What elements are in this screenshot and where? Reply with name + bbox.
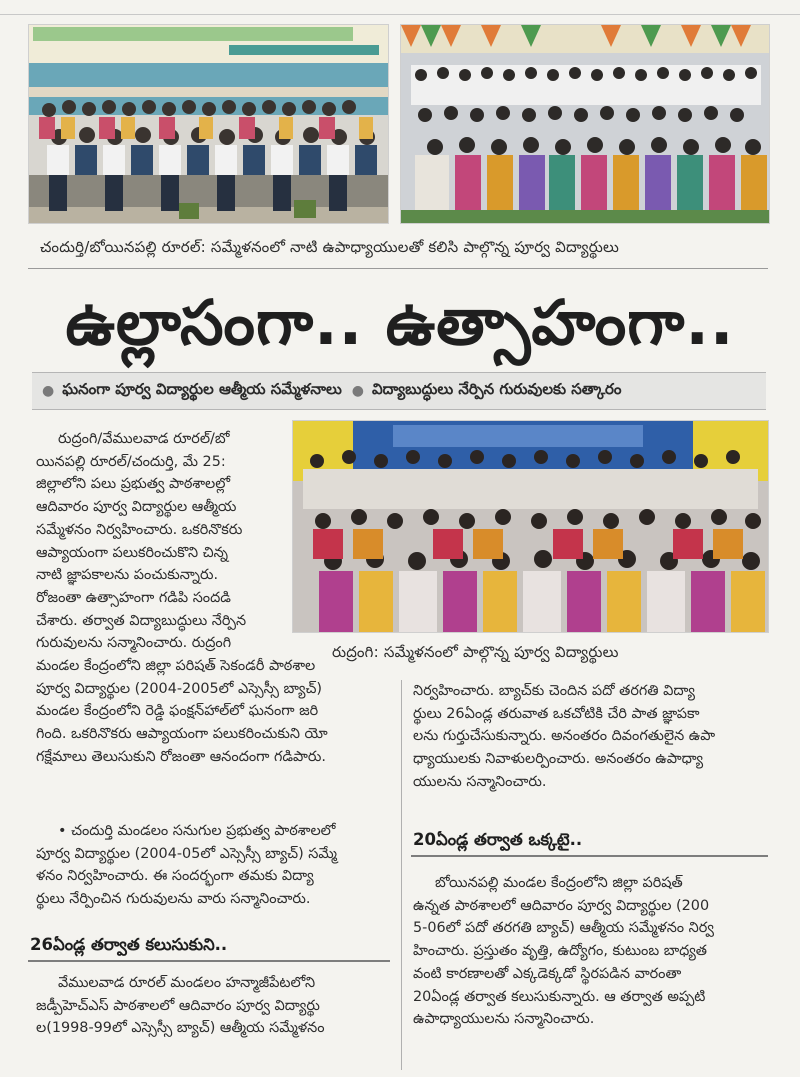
subhead-26-years: 26ఏండ్ల తర్వాత కలుసుకుని.. xyxy=(30,935,228,954)
bullet-icon: ● xyxy=(351,383,364,399)
caption-middle: రుద్రంగి: సమ్మేళనంలో పాల్గొన్న పూర్వ విద్యార్థులు xyxy=(332,643,619,661)
text-line: ఆప్యాయంగా పలుకరించుకొని చిన్న xyxy=(36,544,229,561)
text-line: హించారు. ప్రస్తుతం వృత్తి, ఉద్యోగం, కుటుంబ బాధ్యత xyxy=(413,943,707,960)
text-line: గింది. ఒకరినొకరు ఆప్యాయంగా పలుకరించుకుని యో xyxy=(36,726,328,743)
column-separator xyxy=(401,680,402,1070)
text-line: చేశారు. తర్వాత విద్యాబుద్ధులు నేర్పిన xyxy=(36,612,247,629)
subhead-20-years-rule xyxy=(411,855,768,857)
article-right-2 xyxy=(413,872,769,1031)
text-line: ఆదివారం పూర్వ విద్యార్థుల ఆత్మీయ xyxy=(36,499,237,516)
text-line: గక్షేమాలు తెలుసుకుని రోజంతా ఆనందంగా గడిపారు. xyxy=(36,748,326,765)
photo-group-top-right xyxy=(400,24,770,224)
text-line: ధ్యాయులకు నివాళులర్పించారు. అనంతరం ఉపాధ్యా xyxy=(413,751,704,768)
subhead-26-years-rule xyxy=(28,960,390,962)
top-strip xyxy=(0,0,800,15)
text-line: మండల కేంద్రంలోని రెడ్డి ఫంక్షన్‌హాల్‌లో ఘనంగా జరి xyxy=(36,703,319,720)
bullet-icon: ● xyxy=(42,383,55,399)
text-line: 5-06లో పదో తరగతి బ్యాచ్) ఆత్మీయ సమ్మేళనం నిర్వ xyxy=(413,920,714,937)
subheadline-1: ఘనంగా పూర్వ విద్యార్థుల ఆత్మీయ సమ్మేళనాలు xyxy=(62,380,342,398)
text-line: గురువులను సన్మానించారు. రుద్రంగి xyxy=(36,635,232,652)
text-line: నిర్వహించారు. బ్యాచ్‌కు చెందిన పదో తరగతి విద్యా xyxy=(413,683,695,699)
text-line: వంటి కారణాలతో ఎక్కడెక్కడో స్థిరపడిన వారంతా xyxy=(413,965,682,982)
text-line: ఉపాధ్యాయులను సన్మానించారు. xyxy=(413,1011,595,1028)
text-line: పూర్వ విద్యార్థుల (2004-2005లో ఎస్సెస్సీ బ్యాచ్) xyxy=(36,680,323,697)
text-line: • చందుర్తి మండలం సనుగుల ప్రభుత్వ పాఠశాలలో xyxy=(58,823,336,839)
text-line: వేములవాడ రూరల్ మండలం హన్మాజీపేటలోని xyxy=(58,975,316,991)
text-line: పూర్వ విద్యార్థుల (2004-05లో ఎస్సెస్సీ బ్యాచ్) సమ్మే xyxy=(36,845,338,862)
article-right-1 xyxy=(413,680,769,794)
text-line: రుద్రంగి/వేములవాడ రూరల్/బో xyxy=(58,431,230,447)
article-left-3 xyxy=(36,972,392,1040)
text-line: లను గుర్తుచేసుకున్నారు. అనంతరం దివంగతులైన ఉపా xyxy=(413,728,716,745)
photo-group-top-left xyxy=(28,24,389,224)
text-line: 20ఏండ్ల తర్వాత కలుసుకున్నారు. ఆ తర్వాత అప్పటి xyxy=(413,988,706,1005)
text-line: ర్థులు నేర్పించిన గురువులను వారు సన్మానించారు. xyxy=(36,891,311,908)
text-line: ఉన్నత పాఠశాలలో ఆదివారం పూర్వ విద్యార్థుల (200 xyxy=(413,897,710,914)
text-line: సమ్మేళనం నిర్వహించారు. ఒకరినొకరు xyxy=(36,521,243,538)
text-line: నాటి జ్ఞాపకాలను పంచుకున్నారు. xyxy=(36,567,219,584)
text-line: జిల్లాలోని పలు ప్రభుత్వ పాఠశాలల్లో xyxy=(36,476,231,493)
text-line: యులను సన్మానించారు. xyxy=(413,773,547,790)
text-line: ళనం నిర్వహించారు. ఈ సందర్భంగా తమకు విద్యా xyxy=(36,868,314,885)
text-line: ల(1998-99లో ఎస్సెస్సీ బ్యాచ్) ఆత్మీయ సమ్మేళనం xyxy=(36,1020,325,1037)
article-intro xyxy=(36,428,280,655)
headline: ఉల్లాసంగా.. ఉత్సాహంగా.. xyxy=(65,286,735,359)
text-line: జడ్పీహెచ్ఎస్ పాఠశాలలో ఆదివారం పూర్వ విద్యార్థు xyxy=(36,997,320,1014)
text-line: యినపల్లి రూరల్/చందుర్తి, మే 25: xyxy=(36,453,226,470)
text-line: రోజంతా ఉత్సాహంగా గడిపి సందడి xyxy=(36,589,231,606)
article-left-2 xyxy=(36,820,392,911)
photo-group-middle xyxy=(292,420,769,633)
subheadline-bar xyxy=(32,372,766,410)
subheadline-2: విద్యాబుద్ధులు నేర్పిన గురువులకు సత్కారం xyxy=(372,380,622,398)
caption-top: చందుర్తి/బోయినపల్లి రూరల్: సమ్మేళనంలో నాటి ఉపాధ్యాయులతో కలిసి పాల్గొన్న పూర్వ విద్యార్థులు xyxy=(40,238,620,256)
article-left-1 xyxy=(36,655,392,769)
caption-top-rule xyxy=(28,268,768,269)
text-line: బోయినపల్లి మండల కేంద్రంలోని జిల్లా పరిషత్ xyxy=(435,875,683,891)
text-line: ర్థులు 26ఏండ్ల తరువాత ఒకచోటికి చేరి పాత జ్ఞాపకా xyxy=(413,705,700,722)
text-line: మండల కేంద్రంలోని జిల్లా పరిషత్ సెకండరీ పాఠశాల xyxy=(36,658,316,674)
subhead-20-years: 20ఏండ్ల తర్వాత ఒక్కటై.. xyxy=(413,830,583,849)
